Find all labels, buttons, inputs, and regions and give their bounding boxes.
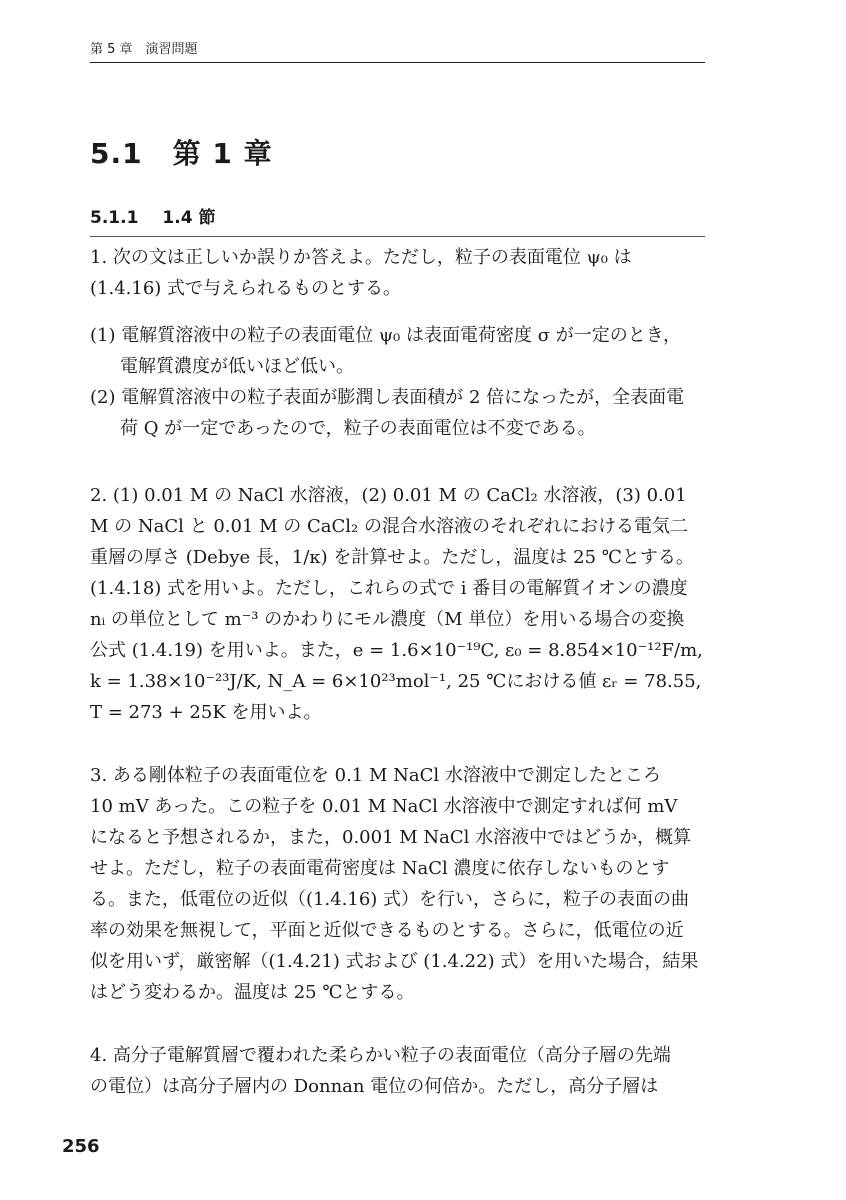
section-number: 5.1.1 bbox=[90, 208, 139, 228]
problem-3-line: せよ。ただし，粒子の表面電荷密度は NaCl 濃度に依存しないものとす bbox=[90, 858, 670, 879]
problem-3-line: はどう変わるか。温度は 25 ℃とする。 bbox=[90, 982, 415, 1003]
problem-1-line: (1.4.16) 式で与えられるものとする。 bbox=[90, 278, 402, 299]
problem-3-line: になると予想されるか，また，0.001 M NaCl 水溶液中ではどうか，概算 bbox=[90, 827, 692, 848]
problem-1-item-1-cont: 電解質濃度が低いほど低い。 bbox=[120, 356, 354, 377]
problem-2-line: nᵢ の単位として m⁻³ のかわりにモル濃度（M 単位）を用いる場合の変換 bbox=[90, 609, 685, 630]
problem-2-line: 重層の厚さ (Debye 長，1/κ) を計算せよ。ただし，温度は 25 ℃とする。 bbox=[90, 547, 694, 568]
section-title bbox=[90, 203, 705, 237]
problem-1-item-1: (1) 電解質溶液中の粒子の表面電位 ψ₀ は表面電荷密度 σ が一定のとき， bbox=[90, 325, 682, 346]
problem-2-line: k = 1.38×10⁻²³J/K, N_A = 6×10²³mol⁻¹, 25 ℃における値 εᵣ = 78.55, bbox=[90, 671, 702, 692]
problem-1-items bbox=[90, 320, 705, 444]
problem-3-line: 3. ある剛体粒子の表面電位を 0.1 M NaCl 水溶液中で測定したところ bbox=[90, 765, 661, 786]
problem-3-line: 似を用いず，厳密解（(1.4.21) 式および (1.4.22) 式）を用いた場合，結果 bbox=[90, 951, 699, 972]
problem-2-line: (1.4.18) 式を用いよ。ただし，これらの式で i 番目の電解質イオンの濃度 bbox=[90, 578, 688, 599]
chapter-name: 第 1 章 bbox=[172, 137, 273, 170]
problem-4-line: の電位）は高分子層内の Donnan 電位の何倍か。ただし，高分子層は bbox=[90, 1076, 659, 1097]
problem-3-line: 10 mV あった。この粒子を 0.01 M NaCl 水溶液中で測定すれば何 mV bbox=[90, 796, 678, 817]
problem-2-line: 公式 (1.4.19) を用いよ。また，e = 1.6×10⁻¹⁹C, ε₀ = 8.854×10⁻¹²F/m, bbox=[90, 640, 703, 661]
problem-1-item-2-cont: 荷 Q が一定であったので，粒子の表面電位は不変である。 bbox=[120, 418, 596, 439]
chapter-title bbox=[90, 132, 273, 172]
problem-4-line: 4. 高分子電解質層で覆われた柔らかい粒子の表面電位（高分子層の先端 bbox=[90, 1045, 671, 1066]
problem-3-line: 率の効果を無視して，平面と近似できるものとする。さらに，低電位の近 bbox=[90, 920, 684, 941]
problem-2-line: M の NaCl と 0.01 M の CaCl₂ の混合水溶液のそれぞれにおける電気二 bbox=[90, 516, 688, 537]
problem-2-line: 2. (1) 0.01 M の NaCl 水溶液，(2) 0.01 M の CaCl₂ 水溶液，(3) 0.01 bbox=[90, 485, 687, 506]
problem-1-item-2: (2) 電解質溶液中の粒子表面が膨潤し表面積が 2 倍になったが，全表面電 bbox=[90, 387, 685, 408]
problem-1-text bbox=[90, 242, 705, 304]
problem-1-line: 1. 次の文は正しいか誤りか答えよ。ただし，粒子の表面電位 ψ₀ は bbox=[90, 247, 632, 268]
problem-4-text bbox=[90, 1040, 705, 1102]
problem-2-line: T = 273 + 25K を用いよ。 bbox=[90, 702, 322, 723]
page-number: 256 bbox=[62, 1136, 100, 1157]
section-name: 1.4 節 bbox=[162, 208, 216, 228]
chapter-number: 5.1 bbox=[90, 137, 143, 170]
problem-2-text bbox=[90, 480, 705, 728]
running-head: 第 5 章 演習問題 bbox=[90, 38, 705, 63]
problem-3-line: る。また，低電位の近似（(1.4.16) 式）を行い，さらに，粒子の表面の曲 bbox=[90, 889, 690, 910]
problem-3-text bbox=[90, 760, 705, 1008]
